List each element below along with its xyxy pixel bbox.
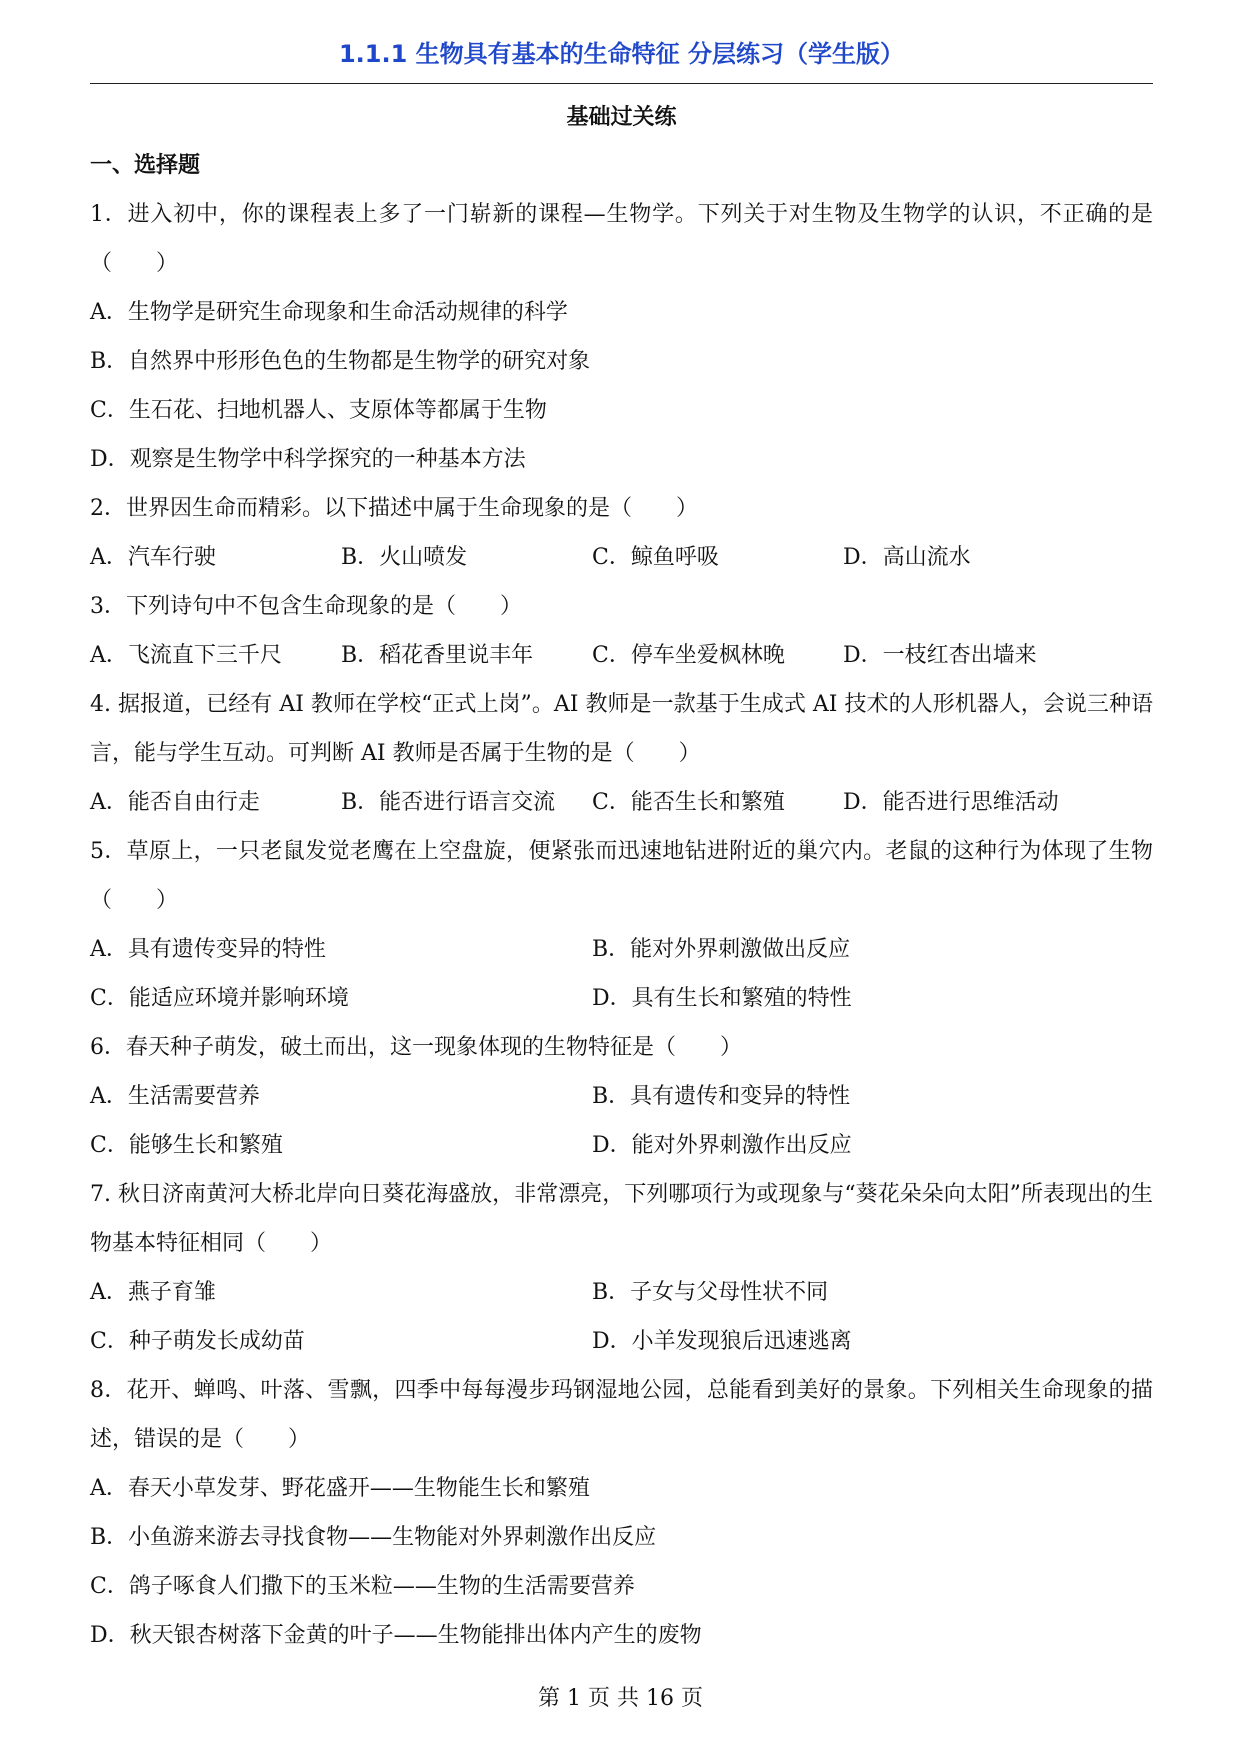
option-d: D．高山流水 xyxy=(843,545,971,570)
option-d: D．秋天银杏树落下金黄的叶子——生物能排出体内产生的废物 xyxy=(90,1623,702,1648)
option-c: C．停车坐爱枫林晚 xyxy=(592,643,785,668)
option-a: A．飞流直下三千尺 xyxy=(90,643,282,668)
question-stem: 3．下列诗句中不包含生命现象的是（ ） xyxy=(90,594,522,619)
option-c: C．能否生长和繁殖 xyxy=(592,790,785,815)
question-3 xyxy=(90,582,1153,680)
question-list xyxy=(90,190,1153,1660)
option-c: C．能够生长和繁殖 xyxy=(90,1133,283,1158)
question-stem: 8．花开、蝉鸣、叶落、雪飘，四季中每每漫步玛钢湿地公园，总能看到美好的景象。下列相关生命现象的描述，错误的是（ ） xyxy=(90,1378,1153,1452)
option-b: B．火山喷发 xyxy=(341,545,468,570)
option-b: B．小鱼游来游去寻找食物——生物能对外界刺激作出反应 xyxy=(90,1525,657,1550)
question-stem: 7. 秋日济南黄河大桥北岸向日葵花海盛放，非常漂亮，下列哪项行为或现象与“葵花朵朵向太阳”所表现出的生物基本特征相同（ ） xyxy=(90,1182,1153,1256)
options-row xyxy=(90,778,1153,827)
options-row xyxy=(90,1072,1153,1121)
option-b: B．能否进行语言交流 xyxy=(341,790,556,815)
question-stem: 5．草原上，一只老鼠发觉老鹰在上空盘旋，便紧张而迅速地钻进附近的巢穴内。老鼠的这种行为体现了生物（ ） xyxy=(90,839,1153,913)
options-row xyxy=(90,533,1153,582)
option-a: A．生物学是研究生命现象和生命活动规律的科学 xyxy=(90,300,568,325)
part-title: 一、选择题 xyxy=(90,153,201,178)
question-4 xyxy=(90,680,1153,827)
question-8 xyxy=(90,1366,1153,1660)
options-row xyxy=(90,925,1153,974)
option-b: B．具有遗传和变异的特性 xyxy=(592,1084,851,1109)
question-1 xyxy=(90,190,1153,484)
option-b: B．自然界中形形色色的生物都是生物学的研究对象 xyxy=(90,349,591,374)
option-b: B．子女与父母性状不同 xyxy=(592,1280,829,1305)
option-a: A．具有遗传变异的特性 xyxy=(90,937,326,962)
option-b: B．能对外界刺激做出反应 xyxy=(592,937,851,962)
option-a: A．能否自由行走 xyxy=(90,790,260,815)
option-d: D．小羊发现狼后迅速逃离 xyxy=(592,1329,852,1354)
question-stem: 4. 据报道，已经有 AI 教师在学校“正式上岗”。AI 教师是一款基于生成式 AI 技术的人形机器人，会说三种语言，能与学生互动。可判断 AI 教师是否属于生物的是（ ） xyxy=(90,692,1153,766)
option-d: D．观察是生物学中科学探究的一种基本方法 xyxy=(90,447,526,472)
options-row xyxy=(90,1268,1153,1317)
page-number: 第 1 页 共 16 页 xyxy=(538,1686,703,1711)
question-5 xyxy=(90,827,1153,1023)
option-c: C．种子萌发长成幼苗 xyxy=(90,1329,305,1354)
options-row xyxy=(90,1121,1153,1170)
option-d: D．具有生长和繁殖的特性 xyxy=(592,986,852,1011)
question-7 xyxy=(90,1170,1153,1366)
question-stem: 1．进入初中，你的课程表上多了一门崭新的课程—生物学。下列关于对生物及生物学的认识，不正确的是（ ） xyxy=(90,202,1153,276)
options-row xyxy=(90,1317,1153,1366)
option-d: D．一枝红杏出墙来 xyxy=(843,643,1037,668)
section-title: 基础过关练 xyxy=(566,105,677,130)
option-d: D．能否进行思维活动 xyxy=(843,790,1059,815)
option-c: C．鲸鱼呼吸 xyxy=(592,545,719,570)
options-row xyxy=(90,974,1153,1023)
option-a: A．汽车行驶 xyxy=(90,545,216,570)
option-c: C．生石花、扫地机器人、支原体等都属于生物 xyxy=(90,398,547,423)
option-a: A．燕子育雏 xyxy=(90,1280,216,1305)
option-d: D．能对外界刺激作出反应 xyxy=(592,1133,852,1158)
option-b: B．稻花香里说丰年 xyxy=(341,643,534,668)
option-a: A．生活需要营养 xyxy=(90,1084,260,1109)
option-a: A．春天小草发芽、野花盛开——生物能生长和繁殖 xyxy=(90,1476,590,1501)
option-c: C．鸽子啄食人们撒下的玉米粒——生物的生活需要营养 xyxy=(90,1574,635,1599)
question-2 xyxy=(90,484,1153,582)
option-c: C．能适应环境并影响环境 xyxy=(90,986,349,1011)
document-title: 1.1.1 生物具有基本的生命特征 分层练习（学生版） xyxy=(338,40,905,68)
header-divider xyxy=(90,83,1153,84)
question-stem: 2．世界因生命而精彩。以下描述中属于生命现象的是（ ） xyxy=(90,496,698,521)
options-row xyxy=(90,631,1153,680)
question-6 xyxy=(90,1023,1153,1170)
question-stem: 6．春天种子萌发，破土而出，这一现象体现的生物特征是（ ） xyxy=(90,1035,742,1060)
